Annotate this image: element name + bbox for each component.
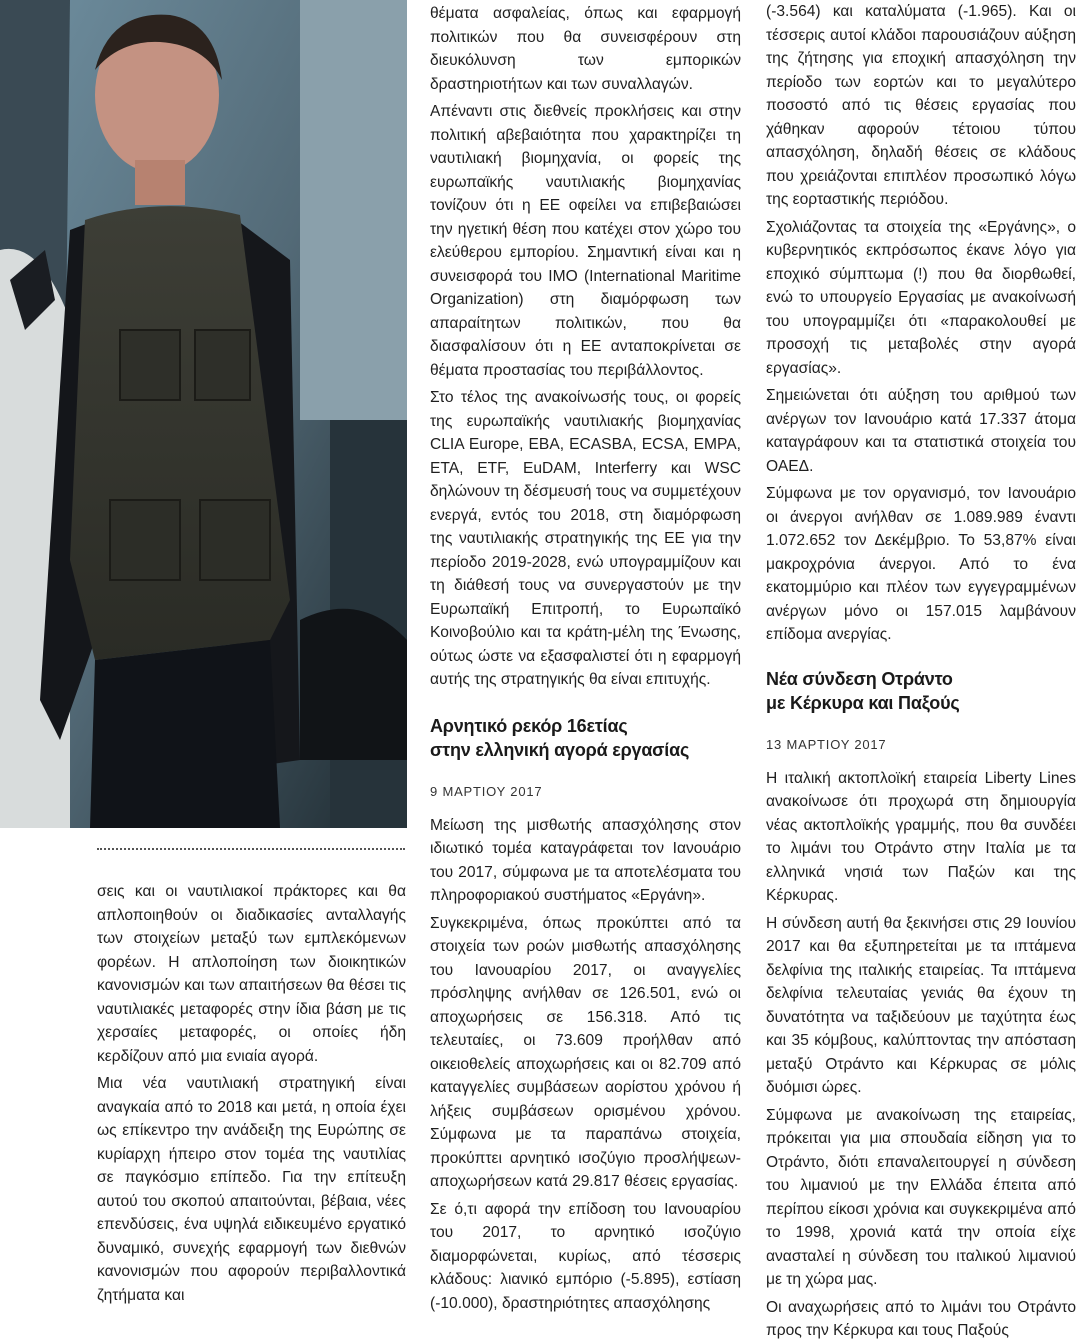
article-header — [766, 667, 1076, 752]
column-2 — [430, 0, 741, 1312]
paragraph: Οι αναχωρήσεις από το λιμάνι του Οτράντο προς την Κέρκυρα και τους Παξούς — [766, 1298, 1076, 1339]
paragraph: θέματα ασφαλείας, όπως και εφαρμογή πολιτικών που θα συνεισφέρουν στη διευκόλυνση των εμπορικών δραστηριοτήτων και των συναλλαγών. — [430, 5, 741, 93]
paragraph: Μια νέα ναυτιλιακή στρατηγική είναι αναγκαία από το 2018 και μετά, η οποία έχει ως επίκεντρο την ανάδειξη της Ευρώπης σε κυρίαρχη ήπειρο στον τομέα της ναυτιλίας σε παγκόσμιο επίπεδο. Για την επίτευξη αυτού του σκοπού απαιτούνται, βέβαια, νέες επενδύσεις, ένα υψηλά ειδικευμένο εργατικό δυναμικό, συνεχής εφαρμογή των διεθνών κανονισμών που αφορούν περιβαλλοντικά ζητήματα και — [97, 1075, 406, 1304]
man-in-vest-photo — [0, 0, 407, 828]
paragraph: Συγκεκριμένα, όπως προκύπτει από τα στοιχεία των ροών μισθωτής απασχόλησης του Ιανουαρίου 2017, οι αναγγελίες πρόσληψης ανήλθαν σε 126.501, ενώ οι αποχωρήσεις σε 156.318. Από τις τελευταίες, οι 73.609 προήλθαν από οικειοθελείς αποχωρήσεις και οι 82.709 από καταγγελίες συμβάσεων αορίστου χρόνου ή λήξεις συμβάσεων ορισμένου χρόνου. Σύμφωνα με τα παραπάνω στοιχεία, προκύπτει αρνητικό ισοζύγιο προσλήψεων-αποχωρήσεων κατά 29.817 θέσεις εργασίας. — [430, 914, 741, 1190]
paragraph: Σύμφωνα με ανακοίνωση της εταιρείας, πρόκειται για μια σπουδαία είδηση για το Οτράντο, διότι επαναλειτουργεί η σύνδεση του λιμανιού με την Ελλάδα έπειτα από περίπου είκοσι χρόνια και συγκεκριμένα από το 1998, χρονιά κατά την οποία είχε ανασταλεί η σύνδεση του ιταλικού λιμανιού με τη χώρα μας. — [766, 1106, 1076, 1288]
article-title-line-1: Νέα σύνδεση Οτράντο — [766, 668, 953, 689]
column-3 — [766, 0, 1076, 1339]
photo-illustration — [0, 0, 407, 828]
column-1-text — [97, 880, 406, 1304]
article-title-line-2: με Κέρκυρα και Παξούς — [766, 692, 960, 713]
article-title-line-1: Αρνητικό ρεκόρ 16ετίας — [430, 715, 628, 736]
paragraph: Στο τέλος της ανακοίνωσής τους, οι φορείς της ευρωπαϊκής ναυτιλιακής βιομηχανίας CLIA Europe, EBA, ECASBA, ECSA, EMPA, ETA, ETF, EuDAM, Interferry και WSC δηλώνουν τη δέσμευσή τους να συμμετέχουν ενεργά, εντός του 2018, στη διαμόρφωση της ναυτιλιακής στρατηγικής της ΕΕ για την περίοδο 2019-2028, ενώ υπογραμμίζουν και τη διάθεσή τους να συνεργαστούν με την Ευρωπαϊκή Επιτροπή, το Ευρωπαϊκό Κοινοβούλιο και τα κράτη-μέλη της Ένωσης, ούτως ώστε να εξασφαλιστεί ότι η εφαρμογή αυτής της στρατηγικής θα είναι επιτυχής. — [430, 389, 741, 688]
column-1 — [0, 0, 412, 1304]
article-title — [766, 667, 1076, 715]
article-header — [430, 714, 741, 799]
dotted-divider — [97, 848, 405, 850]
paragraph: Η ιταλική ακτοπλοϊκή εταιρεία Liberty Lines ανακοίνωσε ότι προχωρά στη δημιουργία νέας ακτοπλοϊκής γραμμής, που θα συνδέει το λιμάνι του Οτράντο στην Ιταλία με τα ελληνικά νησιά των Παξών και της Κέρκυρας. — [766, 769, 1076, 904]
paragraph: (-3.564) και καταλύματα (-1.965). Και οι τέσσερις αυτοί κλάδοι παρουσιάζουν αύξηση της ζήτησης για εποχική απασχόληση την περίοδο των εορτών και το μεγαλύτερο ποσοστό από τις θέσεις εργασίας που χάθηκαν αφορούν τέτοιου τύπου απασχόληση, δηλαδή θέσεις σε κλάδους που χρειάζονται επιπλέον προσωπικό λόγω της εορταστικής περιόδου. — [766, 3, 1076, 208]
article-title-line-2: στην ελληνική αγορά εργασίας — [430, 739, 690, 760]
paragraph: Απέναντι στις διεθνείς προκλήσεις και στην πολιτική αβεβαιότητα που χαρακτηρίζει τη ναυτιλιακή βιομηχανία, οι φορείς της ευρωπαϊκής ναυτιλιακής βιομηχανίας τονίζουν ότι η ΕΕ οφείλει να επιβεβαιώσει την ηγετική θέση που κατέχει στον χώρο του ελεύθερου εμπορίου. Σημαντική είναι και η συνεισφορά του IMO (International Maritime Organization) στη διαμόρφωση των απαραίτητων πολιτικών, που θα διασφαλίσουν ότι η ΕΕ ανταποκρίνεται σε θέματα προστασίας του περιβάλλοντος. — [430, 103, 741, 379]
paragraph: Σημειώνεται ότι αύξηση του αριθμού των ανέργων τον Ιανουάριο κατά 17.337 άτομα καταγράφουν και τα στατιστικά στοιχεία του ΟΑΕΔ. — [766, 387, 1076, 475]
article-title — [430, 714, 741, 762]
article-date: 9 ΜΑΡΤΙΟΥ 2017 — [430, 783, 543, 799]
article-date: 13 ΜΑΡΤΙΟΥ 2017 — [766, 736, 887, 752]
paragraph: σεις και οι ναυτιλιακοί πράκτορες και θα απλοποιηθούν οι διαδικασίες ανταλλαγής των στοιχείων μεταξύ των εμπλεκόμενων φορέων. Η απλοποίηση των διοικητικών κανονισμών και των απαιτήσεων θα θέσει τις ναυτιλιακές μεταφορές στην ίδια βάση με τις χερσαίες μεταφορές, οι οποίες ήδη κερδίζουν από μια ενιαία αγορά. — [97, 883, 406, 1065]
paragraph: Η σύνδεση αυτή θα ξεκινήσει στις 29 Ιουνίου 2017 και θα εξυπηρετείται με τα ιπτάμενα δελφίνια της ιταλικής εταιρείας. Τα ιπτάμενα δελφίνια τελευταίας γενιάς θα έχουν τη δυνατότητα να ταξιδεύουν με ταχύτητα έως και 35 κόμβους, καλύπτοντας την απόσταση μεταξύ Οτράντο και Κέρκυρας σε μόλις δυόμισι ώρες. — [766, 914, 1076, 1096]
paragraph: Μείωση της μισθωτής απασχόλησης στον ιδιωτικό τομέα καταγράφεται τον Ιανουάριο του 2017, σύμφωνα με τα αποτελέσματα του πληροφοριακού συστήματος «Εργάνη». — [430, 816, 741, 904]
paragraph: Σε ό,τι αφορά την επίδοση του Ιανουαρίου του 2017, το αρνητικό ισοζύγιο διαμορφώνεται, κυρίως, από τέσσερις κλάδους: λιανικό εμπόριο (-5.895), εστίαση (-10.000), δραστηριότητες απασχόλησης — [430, 1200, 741, 1312]
paragraph: Σύμφωνα με τον οργανισμό, τον Ιανουάριο οι άνεργοι ανήλθαν σε 1.089.989 έναντι 1.072.652 τον Δεκέμβριο. Το 53,87% είναι μακροχρόνια άνεργοι. Από το ένα εκατομμύριο και πλέον των εγγεγραμμένων ανέργων μόνο οι 157.015 λαμβάνουν επίδομα ανεργίας. — [766, 485, 1076, 643]
paragraph: Σχολιάζοντας τα στοιχεία της «Εργάνης», ο κυβερνητικός εκπρόσωπος έκανε λόγο για εποχικό σύμπτωμα (!) που θα διορθωθεί, ενώ το υπουργείο Εργασίας με ανακοίνωσή του υπογραμμίζει ότι «παρακολουθεί με προσοχή τις μεταβολές στην αγορά εργασίας». — [766, 218, 1076, 377]
